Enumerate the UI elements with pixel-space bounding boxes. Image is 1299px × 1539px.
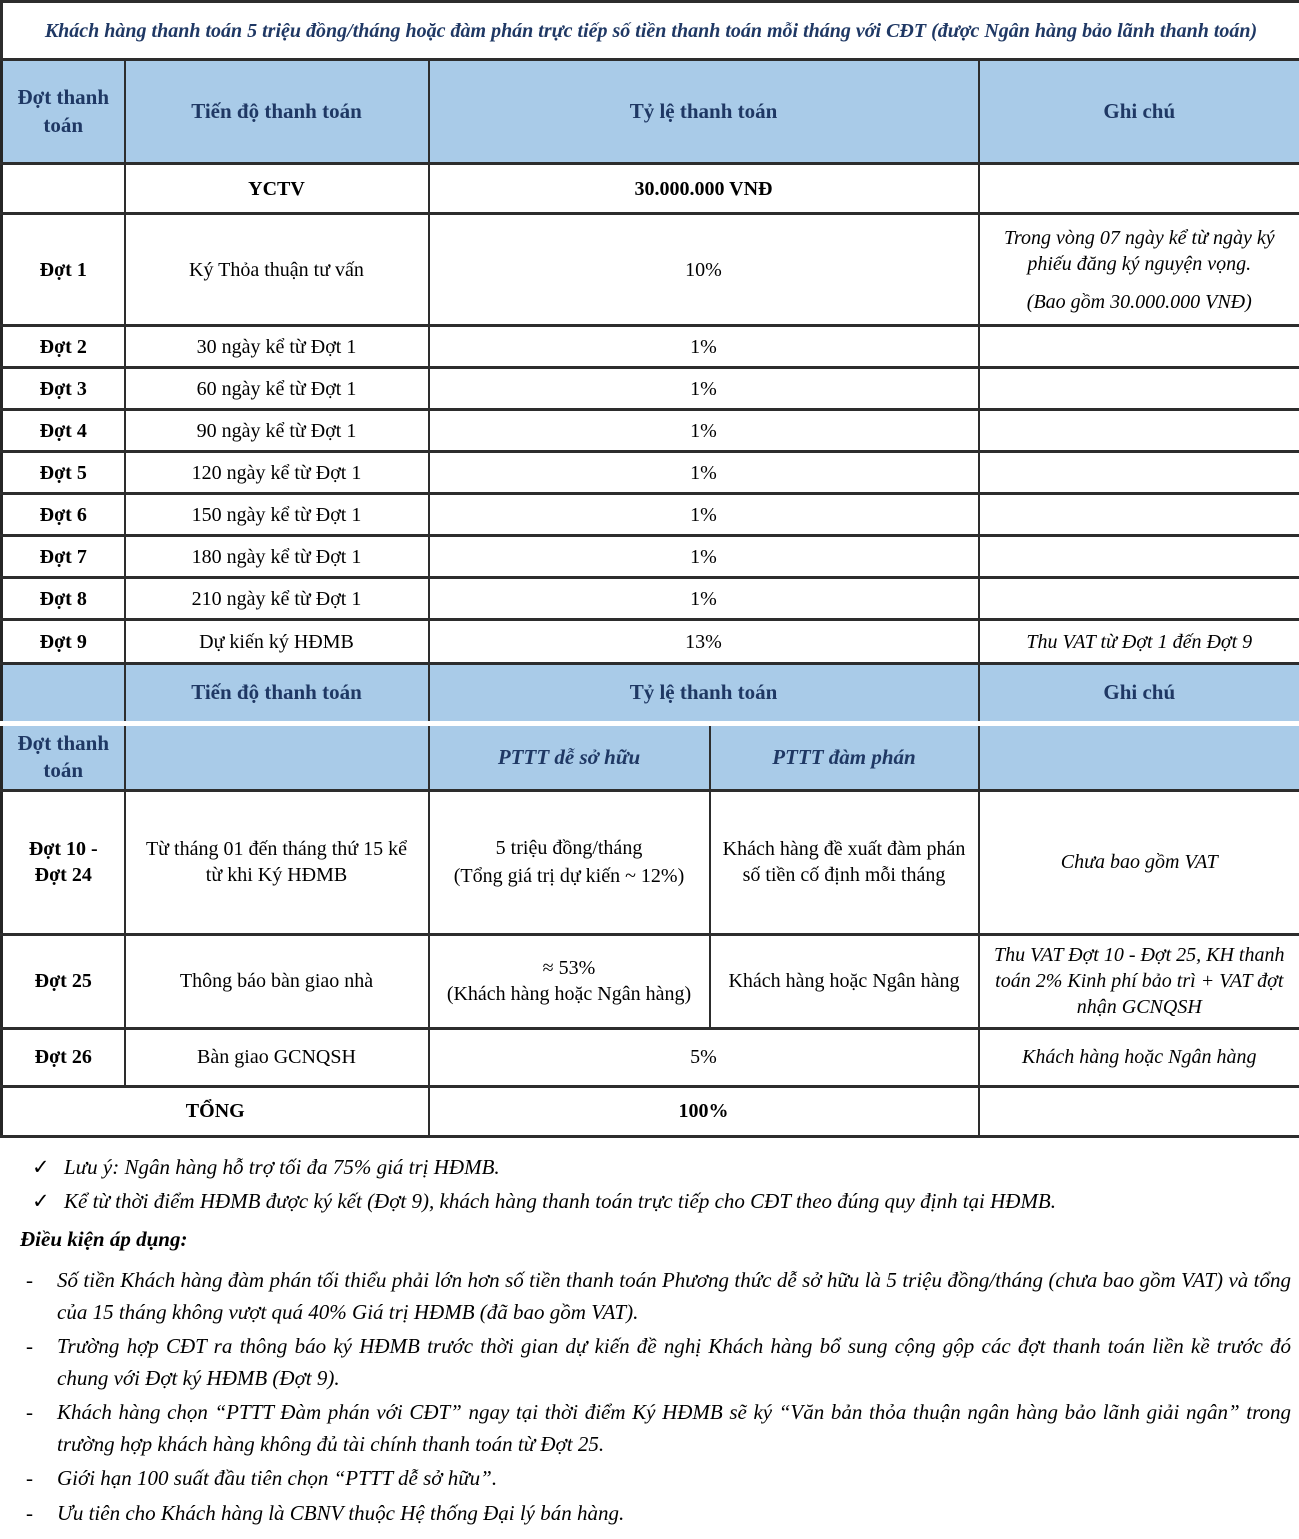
pttt-nego-cell: Khách hàng hoặc Ngân hàng — [710, 934, 979, 1028]
note-text: Trường hợp CĐT ra thông báo ký HĐMB trước thời gian dự kiến đề nghị Khách hàng bổ sung cộng gộp các đợt thanh toán liền kề trước đó chung với Đợt ký HĐMB (Đợt 9). — [57, 1334, 1291, 1390]
table-row-dot7 — [2, 536, 1299, 578]
note-cell — [979, 494, 1299, 536]
subheader-note-empty — [979, 724, 1299, 791]
progress-cell: 180 ngày kể từ Đợt 1 — [125, 536, 429, 578]
table-row-dot2 — [2, 326, 1299, 368]
stage-cell: Đợt 9 — [2, 620, 125, 664]
stage-cell: Đợt 7 — [2, 536, 125, 578]
rate-cell: 1% — [429, 536, 979, 578]
progress-cell: 90 ngày kể từ Đợt 1 — [125, 410, 429, 452]
dash-icon: - — [26, 1400, 33, 1425]
rate-cell: 1% — [429, 494, 979, 536]
progress-cell: 210 ngày kể từ Đợt 1 — [125, 578, 429, 620]
header-rate: Tỷ lệ thanh toán — [429, 664, 979, 724]
header-stage: Đợt thanh toán — [2, 724, 125, 791]
rate-cell: 1% — [429, 368, 979, 410]
dash-icon: - — [26, 1500, 33, 1525]
header-pttt-nego: PTTT đàm phán — [710, 724, 979, 791]
header-note: Ghi chú — [979, 664, 1299, 724]
progress-cell: 150 ngày kể từ Đợt 1 — [125, 494, 429, 536]
stage-cell: Đợt 6 — [2, 494, 125, 536]
pttt-own-cell — [429, 934, 710, 1028]
table-row-dot8 — [2, 578, 1299, 620]
note-cell — [979, 326, 1299, 368]
note-dash-item — [0, 1498, 1291, 1530]
progress-cell: 120 ngày kể từ Đợt 1 — [125, 452, 429, 494]
dash-icon: - — [26, 1268, 33, 1293]
pttt-own-cell — [429, 790, 710, 934]
note-text: Số tiền Khách hàng đàm phán tối thiểu phải lớn hơn số tiền thanh toán Phương thức dễ sở hữu là 5 triệu đồng/tháng (chưa bao gồm VAT) và tổng của 15 tháng không vượt quá 40% Giá trị HĐMB (đã bao gồm VAT). — [57, 1268, 1291, 1324]
note-text: Ưu tiên cho Khách hàng là CBNV thuộc Hệ thống Đại lý bán hàng. — [57, 1500, 625, 1525]
subheader-row — [2, 724, 1299, 791]
table-row-dot25 — [2, 934, 1299, 1028]
table-row-yctv — [2, 164, 1299, 214]
note-cell — [979, 214, 1299, 326]
rate-cell: 10% — [429, 214, 979, 326]
total-rate-cell: 100% — [429, 1086, 979, 1136]
rate-cell: 1% — [429, 578, 979, 620]
table-title-row — [2, 2, 1299, 60]
table-row-dot10-24 — [2, 790, 1299, 934]
note-text: Khách hàng chọn “PTTT Đàm phán với CĐT” ngay tại thời điểm Ký HĐMB sẽ ký “Văn bản thỏa thuận ngân hàng bảo lãnh giải ngân” trong trường hợp khách hàng không đủ tài chính thanh toán từ Đợt 25. — [57, 1400, 1291, 1456]
progress-cell: Thông báo bàn giao nhà — [125, 934, 429, 1028]
note-text: Lưu ý: Ngân hàng hỗ trợ tối đa 75% giá trị HĐMB. — [64, 1154, 500, 1179]
footnotes-section — [0, 1138, 1299, 1530]
progress-cell: YCTV — [125, 164, 429, 214]
stage-cell: Đợt 25 — [2, 934, 125, 1028]
note-cell — [979, 452, 1299, 494]
progress-cell: Bàn giao GCNQSH — [125, 1028, 429, 1086]
table-row-dot5 — [2, 452, 1299, 494]
note-paragraph: Trong vòng 07 ngày kể từ ngày ký phiếu đăng ký nguyện vọng. — [1003, 226, 1275, 275]
table-row-dot6 — [2, 494, 1299, 536]
note-cell: Thu VAT từ Đợt 1 đến Đợt 9 — [979, 620, 1299, 664]
rate-cell: 1% — [429, 452, 979, 494]
rate-cell: 30.000.000 VNĐ — [429, 164, 979, 214]
header-note: Ghi chú — [979, 60, 1299, 164]
progress-cell: Từ tháng 01 đến tháng thứ 15 kể từ khi Ký HĐMB — [125, 790, 429, 934]
header-stage: Đợt thanh toán — [2, 60, 125, 164]
stage-cell: Đợt 2 — [2, 326, 125, 368]
progress-cell: 30 ngày kể từ Đợt 1 — [125, 326, 429, 368]
note-cell: Khách hàng hoặc Ngân hàng — [979, 1028, 1299, 1086]
header-row — [2, 60, 1299, 164]
rate-cell: 1% — [429, 326, 979, 368]
header-stage-empty — [2, 664, 125, 724]
note-cell — [979, 164, 1299, 214]
header-rate: Tỷ lệ thanh toán — [429, 60, 979, 164]
header-pttt-own: PTTT dễ sở hữu — [429, 724, 710, 791]
rate-cell: 5% — [429, 1028, 979, 1086]
subheader-empty — [125, 724, 429, 791]
note-dash-item — [0, 1331, 1291, 1394]
stage-cell: Đợt 5 — [2, 452, 125, 494]
table-title: Khách hàng thanh toán 5 triệu đồng/tháng hoặc đàm phán trực tiếp số tiền thanh toán mỗi tháng với CĐT (được Ngân hàng bảo lãnh thanh toán) — [2, 2, 1299, 60]
progress-cell: 60 ngày kể từ Đợt 1 — [125, 368, 429, 410]
note-check-item — [0, 1186, 1291, 1218]
note-cell — [979, 536, 1299, 578]
note-dash-item — [0, 1463, 1291, 1495]
stage-cell: Đợt 10 - Đợt 24 — [2, 790, 125, 934]
stage-cell — [2, 164, 125, 214]
note-text: Kể từ thời điểm HĐMB được ký kết (Đợt 9), khách hàng thanh toán trực tiếp cho CĐT theo đúng quy định tại HĐMB. — [64, 1189, 1057, 1214]
note-paragraph: (Bao gồm 30.000.000 VNĐ) — [1026, 290, 1252, 313]
stage-cell: Đợt 1 — [2, 214, 125, 326]
note-cell — [979, 578, 1299, 620]
header-progress: Tiến độ thanh toán — [125, 60, 429, 164]
dash-icon: - — [26, 1466, 33, 1491]
pttt-nego-cell: Khách hàng đề xuất đàm phán số tiền cố định mỗi tháng — [710, 790, 979, 934]
check-icon: ✓ — [32, 1189, 50, 1214]
total-note-empty — [979, 1086, 1299, 1136]
note-text: Giới hạn 100 suất đầu tiên chọn “PTTT dễ sở hữu”. — [57, 1466, 498, 1491]
note-dash-item — [0, 1397, 1291, 1460]
own-line-2: (Tổng giá trị dự kiến ~ 12%) — [453, 865, 685, 888]
table-row-dot1 — [2, 214, 1299, 326]
note-check-item — [0, 1152, 1291, 1184]
note-cell: Chưa bao gồm VAT — [979, 790, 1299, 934]
header-progress: Tiến độ thanh toán — [125, 664, 429, 724]
own-line-1: ≈ 53% — [542, 957, 596, 980]
note-dash-item — [0, 1265, 1291, 1328]
total-label-cell: TỔNG — [2, 1086, 429, 1136]
stage-cell: Đợt 4 — [2, 410, 125, 452]
stage-cell: Đợt 3 — [2, 368, 125, 410]
progress-cell: Dự kiến ký HĐMB — [125, 620, 429, 664]
table-row-dot26 — [2, 1028, 1299, 1086]
stage-cell: Đợt 26 — [2, 1028, 125, 1086]
note-cell — [979, 368, 1299, 410]
conditions-title: Điều kiện áp dụng: — [20, 1226, 188, 1251]
table-row-dot3 — [2, 368, 1299, 410]
rate-cell: 1% — [429, 410, 979, 452]
dash-icon: - — [26, 1334, 33, 1359]
check-icon: ✓ — [32, 1154, 50, 1179]
table-row-dot9 — [2, 620, 1299, 664]
progress-cell: Ký Thỏa thuận tư vấn — [125, 214, 429, 326]
note-cell: Thu VAT Đợt 10 - Đợt 25, KH thanh toán 2% Kinh phí bảo trì + VAT đợt nhận GCNQSH — [979, 934, 1299, 1028]
header-row-2 — [2, 664, 1299, 724]
rate-cell: 13% — [429, 620, 979, 664]
note-cell — [979, 410, 1299, 452]
own-line-1: 5 triệu đồng/tháng — [495, 837, 643, 860]
own-line-2: (Khách hàng hoặc Ngân hàng) — [446, 983, 692, 1006]
table-row-dot4 — [2, 410, 1299, 452]
total-row — [2, 1086, 1299, 1136]
stage-cell: Đợt 8 — [2, 578, 125, 620]
